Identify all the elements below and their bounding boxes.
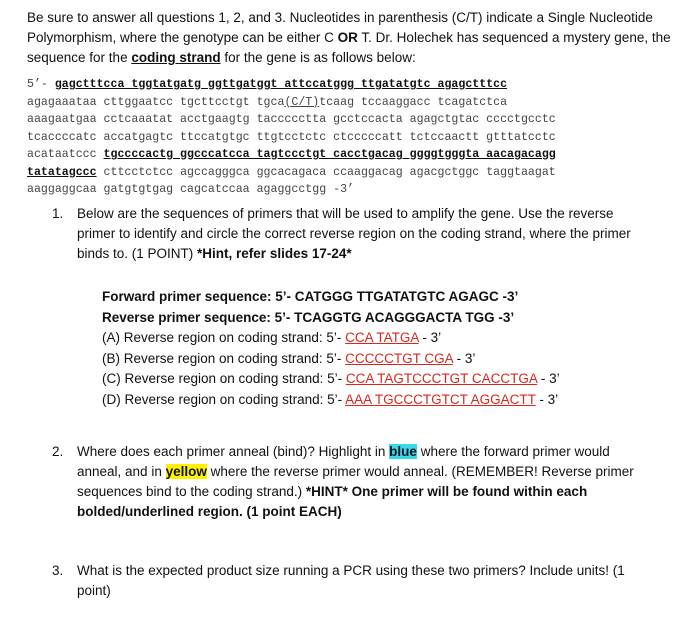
blue-highlight-word: blue <box>389 444 417 459</box>
snp-marker: (C/T) <box>284 95 320 109</box>
option-sequence: AAA TGCCCTGTCT AGGACTT <box>345 391 536 407</box>
option-suffix: - 3’ <box>537 371 560 386</box>
sequence-line-4: tcaccccatc accatgagtc ttccatgtgc ttgtcctctc ctcccccatt tctccaactt gtttatcctc <box>27 130 556 144</box>
question-2-text: where the forward primer would anneal, and in <box>77 444 610 479</box>
sequence-line-1 <box>27 76 687 94</box>
instructions-text-1: Be sure to answer all questions 1, 2, and 3. Nucleotides in parenthesis (C/T) indicate a Single Nucleotide Polymorphism, where the genotype can be either C <box>27 10 653 45</box>
question-number: 1. <box>52 206 64 221</box>
question-1-hint: *Hint, refer slides 17-24* <box>197 246 352 261</box>
question-2 <box>52 442 652 522</box>
seq-text: cttcctctcc agccagggca ggcacagaca ccaaggacag agacgctggc taggtaagat <box>96 165 556 179</box>
option-sequence: CCA TATGA <box>345 330 419 345</box>
option-suffix: - 3’ <box>418 330 442 345</box>
bold-region-1: gagctttcca tggtatgatg ggttgatggt attccatggg ttgatatgtc agagctttcc <box>54 78 508 91</box>
or-word: OR <box>337 30 358 45</box>
option-label: (C) Reverse region on coding strand: 5’- <box>102 371 346 386</box>
option-sequence: CCCCCTGT CGA <box>345 350 453 366</box>
option-label: (A) Reverse region on coding strand: 5’- <box>102 330 346 345</box>
option-label: (B) Reverse region on coding strand: 5’- <box>102 350 346 366</box>
coding-strand-term: coding strand <box>131 50 221 65</box>
question-2-hint: *HINT* One primer will be found within each bolded/underlined region. (1 point EACH) <box>77 484 588 519</box>
option-sequence: CCA TAGTCCCTGT CACCTGA <box>345 371 538 386</box>
question-1-text: Below are the sequences of primers that will be used to amplify the gene. Use the reverse primer to identify and circle the correct reverse region on the coding strand, where the primer binds to. (1 POINT) <box>77 206 631 261</box>
sequence-line-6 <box>27 164 687 182</box>
instructions-paragraph <box>27 8 677 68</box>
question-3 <box>52 561 652 601</box>
question-3-text: What is the expected product size running a PCR using these two primers? Include units! (1 point) <box>77 563 625 598</box>
sequence-line-3: aaagaatgaa cctcaaatat acctgaagtg taccccctta gcctccacta agagctgtac cccctgcctc <box>27 113 556 126</box>
sequence-line-7: aaggaggcaa gatgtgtgag cagcatccaa agaggcctgg -3’ <box>27 183 354 196</box>
option-suffix: - 3’ <box>452 350 476 366</box>
question-2-text: Where does each primer anneal (bind)? Highlight in <box>77 444 390 459</box>
question-2-text: where the reverse primer would anneal. (REMEMBER! Reverse primer sequences bind to the coding strand.) <box>77 464 634 499</box>
gene-sequence <box>27 76 687 199</box>
primer-block <box>102 287 602 410</box>
question-1 <box>52 204 652 264</box>
option-suffix: - 3’ <box>535 391 559 407</box>
option-a[interactable] <box>102 328 602 349</box>
sequence-line-5 <box>27 146 687 164</box>
option-label: (D) Reverse region on coding strand: 5’- <box>102 391 346 407</box>
seq-text: tcaag tccaaggacc tcagatctca <box>319 95 508 109</box>
five-prime-label: 5’- <box>27 78 55 91</box>
option-d[interactable] <box>102 390 602 411</box>
instructions-text-3: for the gene is as follows below: <box>220 50 416 65</box>
option-c[interactable] <box>102 369 602 390</box>
bold-region-2: tgccccactg ggcccatcca tagtccctgt cacctgacag ggggtgggta aacagacagg <box>103 148 556 161</box>
bold-region-2-end: tatatagccc <box>27 165 97 179</box>
sequence-line-2 <box>27 94 687 112</box>
question-number: 2. <box>52 444 64 459</box>
option-b[interactable] <box>102 349 602 370</box>
forward-primer: Forward primer sequence: 5’- CATGGG TTGATATGTC AGAGC -3’ <box>102 289 519 304</box>
question-number: 3. <box>52 563 64 578</box>
seq-text: acataatccc <box>27 148 104 161</box>
yellow-highlight-word: yellow <box>165 464 207 479</box>
instructions-text-2: T. Dr. Holechek has sequenced a mystery gene, the sequence for the <box>27 30 671 65</box>
reverse-primer: Reverse primer sequence: 5’- TCAGGTG ACAGGGACTA TGG -3’ <box>102 309 515 325</box>
seq-text: agagaaataa cttggaatcc tgcttcctgt tgca <box>27 95 285 109</box>
